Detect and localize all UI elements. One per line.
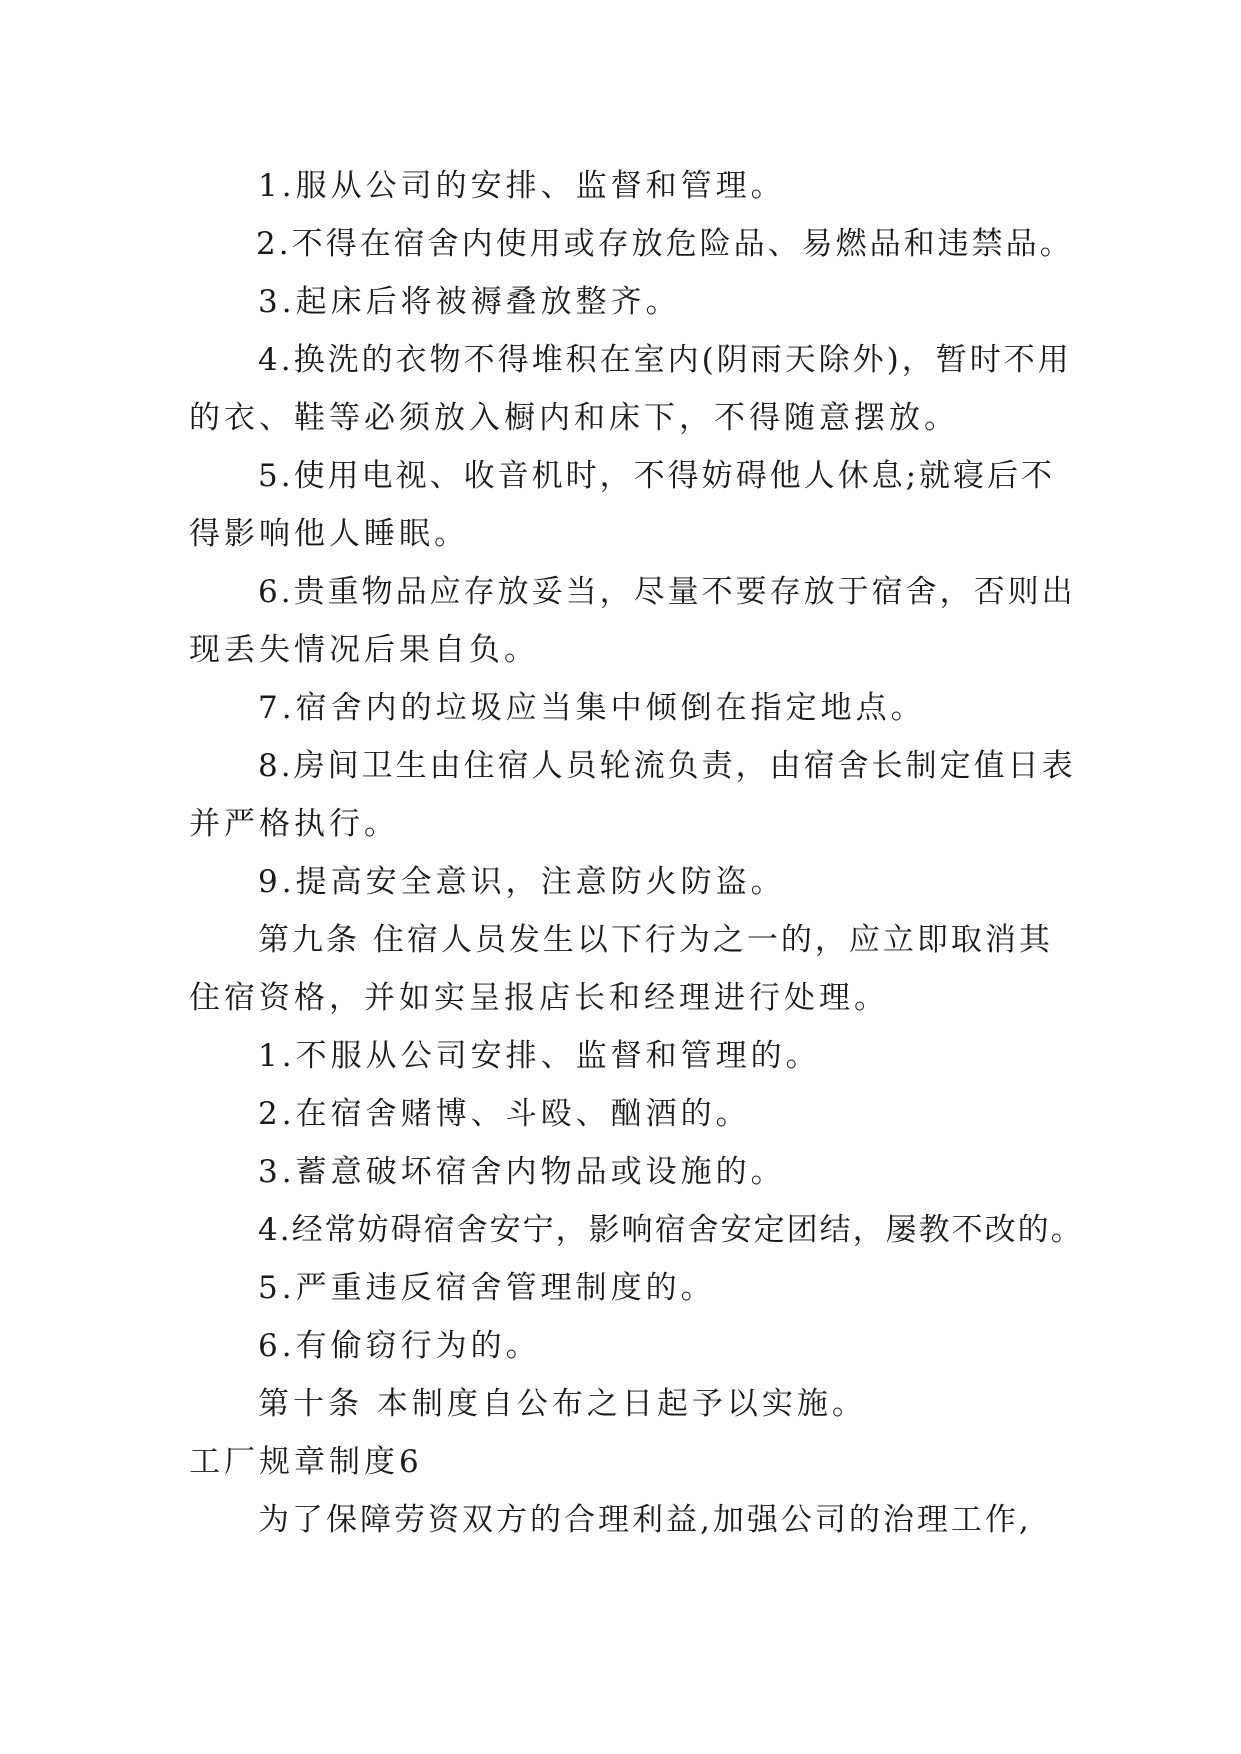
line-13: 9.提高安全意识，注意防火防盗。 <box>258 864 786 900</box>
line-3: 3.起床后将被褥叠放整齐。 <box>258 284 681 320</box>
line-14: 第九条 住宿人员发生以下行为之一的，应立即取消其 <box>258 922 1053 958</box>
line-10: 7.宿舍内的垃圾应当集中倾倒在指定地点。 <box>258 690 926 726</box>
line-18: 3.蓄意破坏宿舍内物品或设施的。 <box>258 1154 786 1190</box>
line-19: 4.经常妨碍宿舍安宁，影响宿舍安定团结，屡教不改的。 <box>258 1212 1084 1248</box>
line-20: 5.严重违反宿舍管理制度的。 <box>258 1270 716 1306</box>
line-8: 6.贵重物品应存放妥当，尽量不要存放于宿舍，否则出 <box>258 574 1076 610</box>
line-2: 2.不得在宿舍内使用或存放危险品、易燃品和违禁品。 <box>256 226 1074 262</box>
line-6: 5.使用电视、收音机时，不得妨碍他人休息;就寝后不 <box>258 458 1056 494</box>
line-21: 6.有偷窃行为的。 <box>258 1328 541 1364</box>
line-22: 第十条 本制度自公布之日起予以实施。 <box>258 1386 867 1422</box>
line-16: 1.不服从公司安排、监督和管理的。 <box>258 1038 821 1074</box>
line-11: 8.房间卫生由住宿人员轮流负责，由宿舍长制定值日表 <box>258 748 1076 784</box>
line-4: 4.换洗的衣物不得堆积在室内(阴雨天除外)，暂时不用 <box>258 342 1072 378</box>
section-heading: 工厂规章制度6 <box>189 1444 423 1480</box>
line-24: 为了保障劳资双方的合理利益,加强公司的治理工作, <box>258 1502 1032 1538</box>
line-17: 2.在宿舍赌博、斗殴、酗酒的。 <box>258 1096 751 1132</box>
line-1: 1.服从公司的安排、监督和管理。 <box>258 168 786 204</box>
line-9: 现丢失情况后果自负。 <box>189 632 539 668</box>
line-12: 并严格执行。 <box>189 806 399 842</box>
line-5: 的衣、鞋等必须放入橱内和床下，不得随意摆放。 <box>189 400 959 436</box>
line-15: 住宿资格，并如实呈报店长和经理进行处理。 <box>189 980 889 1016</box>
line-7: 得影响他人睡眠。 <box>189 516 469 552</box>
